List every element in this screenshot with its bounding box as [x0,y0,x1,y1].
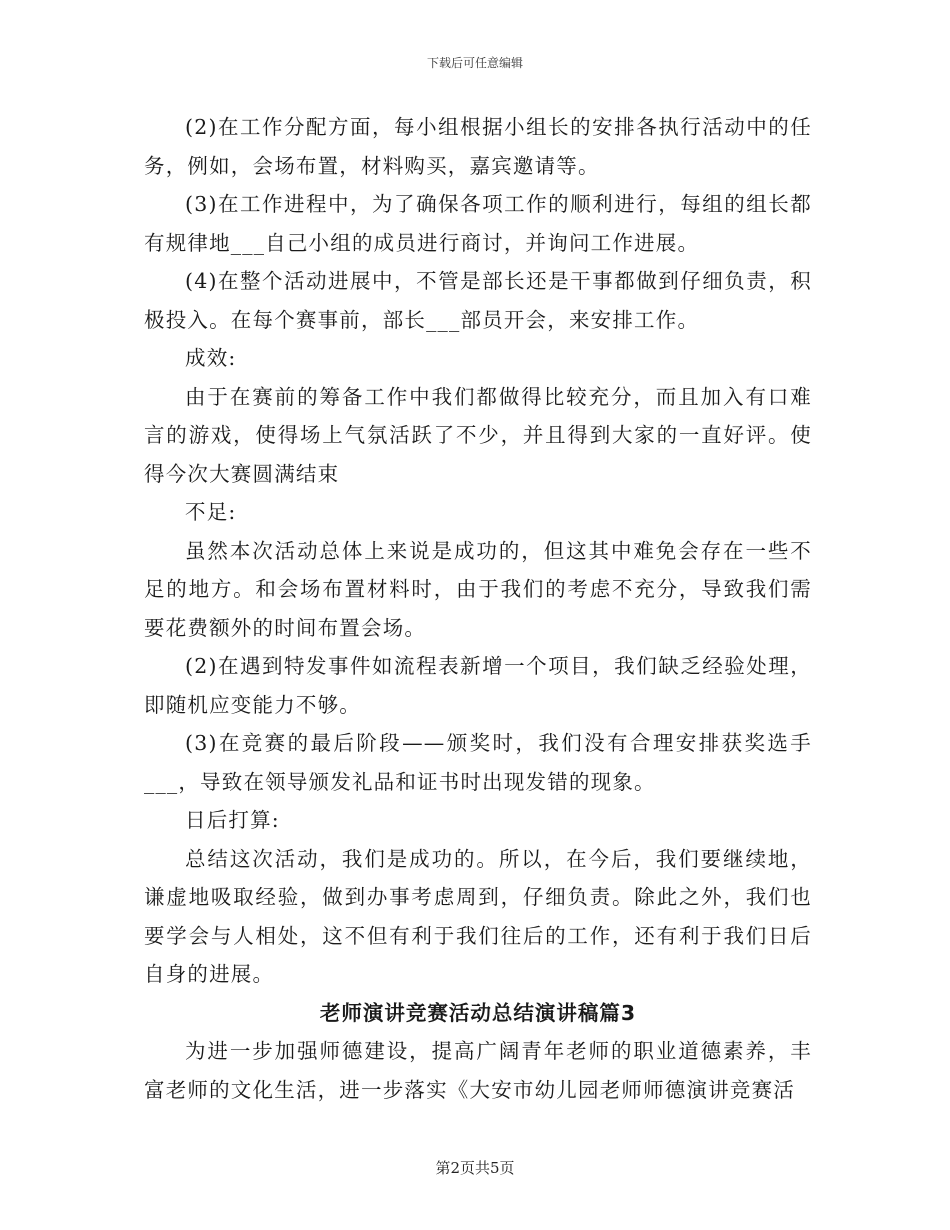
paragraph-emergency-handling: (2)在遇到特发事件如流程表新增一个项目，我们缺乏经验处理，即随机应变能力不够。 [144,654,812,717]
section-title: 老师演讲竞赛活动总结演讲稿篇3 [319,1000,637,1025]
heading-shortcomings: 不足: [185,500,237,524]
paragraph-activity-development: (4)在整个活动进展中，不管是部长还是干事都做到仔细负责，积极投入。在每个赛事前，部长___部员开会，来安排工作。 [144,269,812,332]
document-body [144,108,812,1109]
paragraph-results: 由于在赛前的筹备工作中我们都做得比较充分，而且加入有口难言的游戏，使得场上气氛活跃了不少，并且得到大家的一直好评。使得今次大赛圆满结束 [144,384,812,486]
paragraph-award-stage: (3)在竞赛的最后阶段——颁奖时，我们没有合理安排获奖选手___，导致在领导颁发礼品和证书时出现发错的现象。 [144,731,812,794]
paragraph-future-plans: 总结这次活动，我们是成功的。所以，在今后，我们要继续地，谦虚地吸取经验，做到办事考虑周到，仔细负责。除此之外，我们也要学会与人相处，这不但有利于我们往后的工作，还有利于我们日后自身的进展。 [144,846,812,986]
paragraph-work-assignment: (2)在工作分配方面，每小组根据小组长的安排各执行活动中的任务，例如，会场布置，材料购买，嘉宾邀请等。 [144,115,812,178]
paragraph-work-progress: (3)在工作进程中，为了确保各项工作的顺利进行，每组的组长都有规律地___自己小组的成员进行商讨，并询问工作进展。 [144,192,812,255]
heading-results: 成效: [185,346,237,370]
page-number: 第2页共5页 [435,1159,515,1177]
paragraph-intro: 为进一步加强师德建设，提高广阔青年老师的职业道德素养，丰富老师的文化生活，进一步落实《大安市幼儿园老师师德演讲竞赛活 [144,1039,812,1102]
page-header-note: 下载后可任意编辑 [426,56,523,70]
heading-future-plans: 日后打算: [185,808,280,832]
paragraph-shortcomings: 虽然本次活动总体上来说是成功的，但这其中难免会存在一些不足的地方。和会场布置材料时，由于我们的考虑不充分，导致我们需要花费额外的时间布置会场。 [144,538,812,640]
